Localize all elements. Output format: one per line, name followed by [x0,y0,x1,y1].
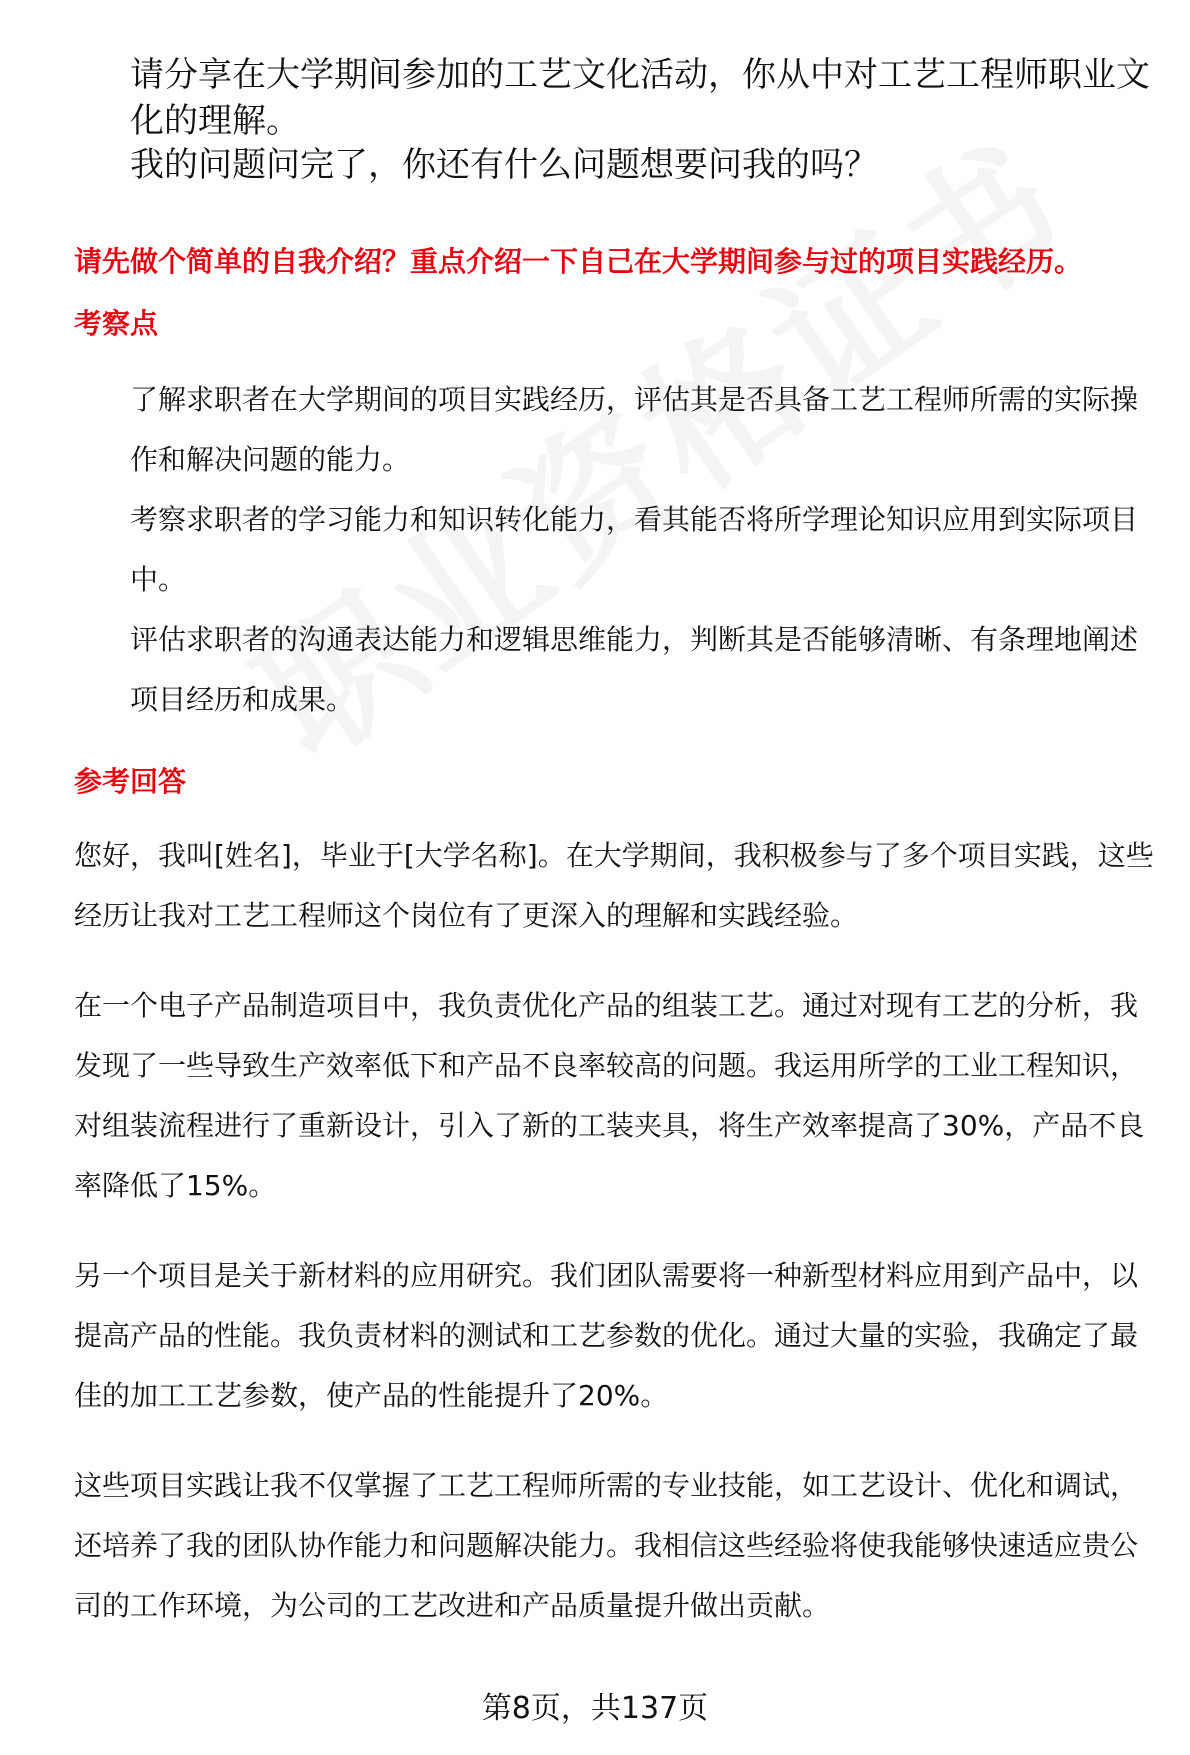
question-text: 我的问题问完了，你还有什么问题想要问我的吗？ [130,145,878,185]
answer-label: 参考回答 [74,765,187,798]
point-text: 考察求职者的学习能力和知识转化能力，看其能否将所学理论知识应用到实际项目中。 [130,503,1139,596]
question-text: 请分享在大学期间参加的工艺文化活动，你从中对工艺工程师职业文化的理解。 [130,55,1150,141]
point-text: 了解求职者在大学期间的项目实践经历，评估其是否具备工艺工程师所需的实际操作和解决问题的能力。 [130,383,1139,476]
answer-paragraph: 这些项目实践让我不仅掌握了工艺工程师所需的专业技能，如工艺设计、优化和调试，还培养了我的团队协作能力和问题解决能力。我相信这些经验将使我能够快速适应贵公司的工作环境，为公司的工艺改进和产品质量提升做出贡献。 [74,1469,1139,1622]
point-text: 评估求职者的沟通表达能力和逻辑思维能力，判断其是否能够清晰、有条理地阐述项目经历和成果。 [130,623,1139,716]
featured-question: 请先做个简单的自我介绍？重点介绍一下自己在大学期间参与过的项目实践经历。 [74,245,1083,278]
page-number: 第8页，共137页 [481,1691,709,1726]
assessment-label: 考察点 [74,307,159,340]
answer-paragraph: 另一个项目是关于新材料的应用研究。我们团队需要将一种新型材料应用到产品中，以提高产品的性能。我负责材料的测试和工艺参数的优化。通过大量的实验，我确定了最佳的加工工艺参数，使产品的性能提升了20%。 [74,1259,1139,1412]
answer-paragraph: 您好，我叫[姓名]，毕业于[大学名称]。在大学期间，我积极参与了多个项目实践，这些经历让我对工艺工程师这个岗位有了更深入的理解和实践经验。 [74,839,1154,932]
answer-paragraph: 在一个电子产品制造项目中，我负责优化产品的组装工艺。通过对现有工艺的分析，我发现了一些导致生产效率低下和产品不良率较高的问题。我运用所学的工业工程知识，对组装流程进行了重新设计，引入了新的工装夹具，将生产效率提高了30%，产品不良率降低了15%。 [74,989,1145,1202]
